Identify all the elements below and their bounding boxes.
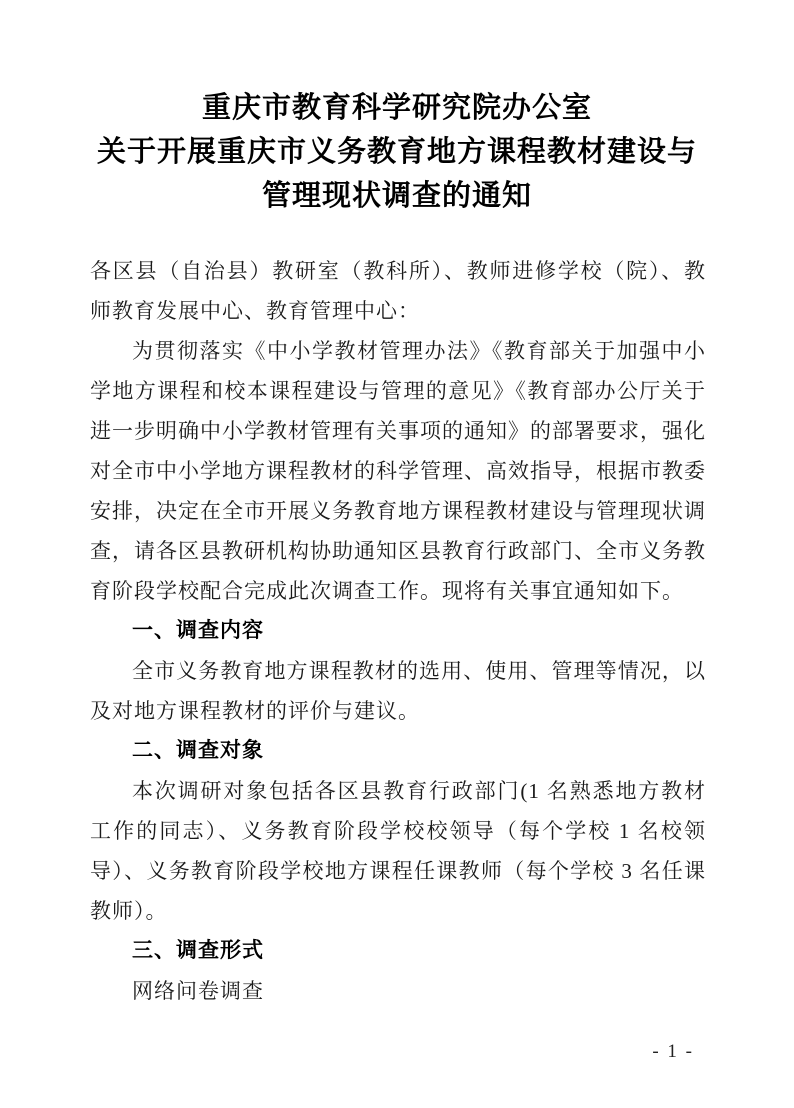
document-title (0, 86, 794, 218)
section-survey-format (90, 931, 706, 1011)
section-heading-2: 二、调查对象 (132, 739, 264, 762)
section-heading-1: 一、调查内容 (132, 619, 264, 642)
section-heading-3: 三、调查形式 (132, 939, 264, 962)
intro-paragraph: 为贯彻落实《中小学教材管理办法》《教育部关于加强中小学地方课程和校本课程建设与管理的意见》《教育部办公厅关于进一步明确中小学教材管理有关事项的通知》的部署要求，强化对全市中小学地方课程教材的科学管理、高效指导，根据市教委安排，决定在全市开展义务教育地方课程教材建设与管理现状调查，请各区县教研机构协助通知区县教育行政部门、全市义务教育阶段学校配合完成此次调查工作。现将有关事宜通知如下。 (90, 339, 706, 603)
section-body-2: 本次调研对象包括各区县教育行政部门(1 名熟悉地方教材工作的同志）、义务教育阶段学校校领导（每个学校 1 名校领导）、义务教育阶段学校地方课程任课教师（每个学校 3 名任课教师）。 (90, 779, 706, 923)
document-title-line-2: 关于开展重庆市义务教育地方课程教材建设与 (96, 136, 697, 168)
document-title-line-3: 管理现状调查的通知 (261, 180, 532, 212)
document-body (90, 251, 706, 1011)
section-body-1: 全市义务教育地方课程教材的选用、使用、管理等情况，以及对地方课程教材的评价与建议。 (90, 659, 706, 723)
document-title-line-1: 重庆市教育科学研究院办公室 (201, 92, 592, 124)
page-number: - 1 - (652, 1041, 694, 1062)
section-survey-content (90, 611, 706, 731)
section-survey-targets (90, 731, 706, 931)
salutation: 各区县（自治县）教研室（教科所）、教师进修学校（院）、教师教育发展中心、教育管理中心： (90, 259, 706, 323)
section-body-3: 网络问卷调查 (132, 979, 264, 1003)
